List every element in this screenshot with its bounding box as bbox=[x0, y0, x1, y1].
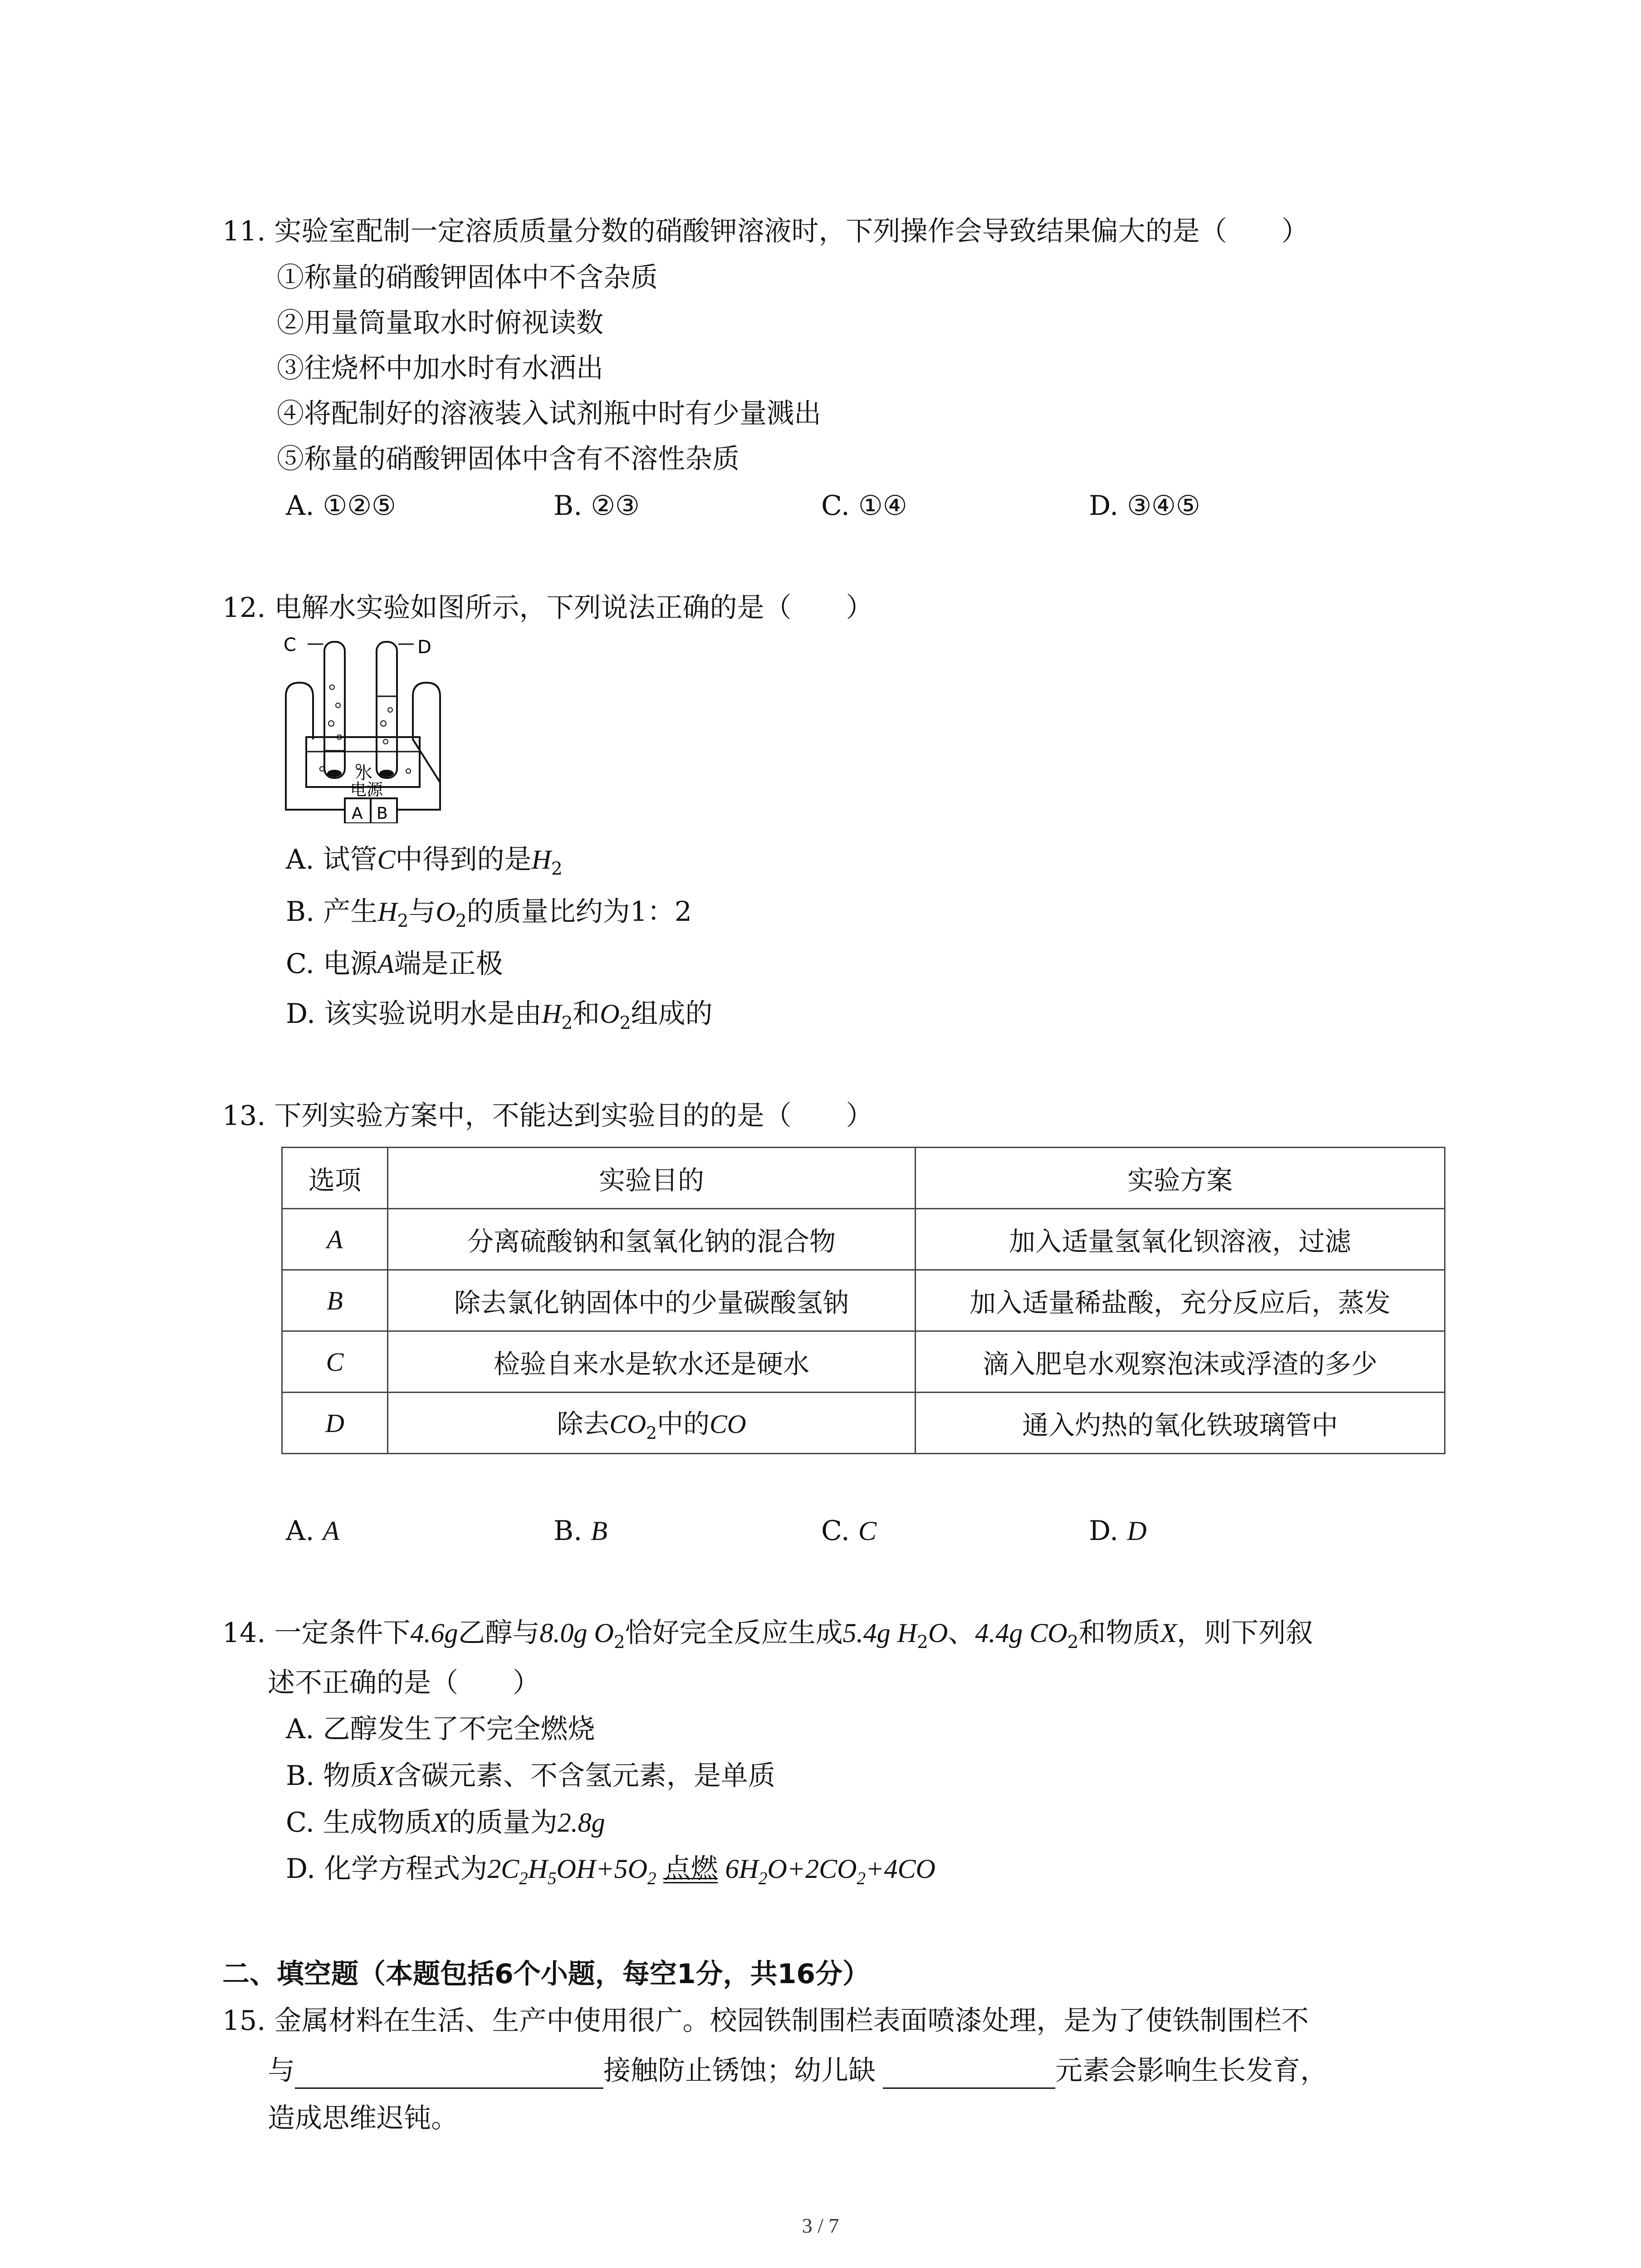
header-option: 选项 bbox=[282, 1148, 388, 1209]
q13-option-d: D. D bbox=[1089, 1515, 1147, 1547]
q13-option-a: A. A bbox=[286, 1515, 340, 1547]
q11-stem: 11. 实验室配制一定溶质质量分数的硝酸钾溶液时，下列操作会导致结果偏大的是（ ） bbox=[222, 215, 1309, 247]
q14-stem-line1: 14. 一定条件下4.6g乙醇与8.0g $O_2$恰好完全反应生成5.4g $H_2O$、4.4g $CO_2$和物质X，则下列叙 bbox=[222, 1617, 1313, 1653]
q14-option-d: D. 化学方程式为$2C_2H_5OH+5O_2$ 点燃 $6H_2O+2CO_2+4CO$ bbox=[286, 1851, 936, 1897]
page-number: 3 / 7 bbox=[802, 2214, 839, 2237]
section-heading: 二、填空题（本题包括6个小题，每空1分，共16分） bbox=[222, 1958, 870, 1990]
electrolysis-apparatus-figure bbox=[281, 633, 445, 823]
q11-option-d: D. ③④⑤ bbox=[1089, 490, 1200, 522]
label-c: C bbox=[284, 635, 296, 655]
q13-option-c: C. C bbox=[821, 1515, 877, 1547]
q11-option-b: B. ②③ bbox=[554, 490, 640, 522]
table-row bbox=[282, 1393, 1445, 1454]
q15-line2: 与 接触防止锈蚀；幼儿缺 元素会影响生长发育， bbox=[268, 2053, 1327, 2089]
q11-option-c: C. ①④ bbox=[821, 490, 907, 522]
q13-stem: 13. 下列实验方案中，不能达到实验目的的是（ ） bbox=[222, 1100, 873, 1132]
q11-item-3: ③往烧杯中加水时有水洒出 bbox=[277, 352, 603, 384]
header-plan: 实验方案 bbox=[916, 1148, 1445, 1209]
q15-line1: 15. 金属材料在生活、生产中使用很广。校园铁制围栏表面喷漆处理，是为了使铁制围栏不 bbox=[222, 2005, 1309, 2037]
q11-item-1: ①称量的硝酸钾固体中不含杂质 bbox=[277, 262, 658, 293]
row-purpose: 除去氯化钠固体中的少量碳酸氢钠 bbox=[388, 1270, 916, 1331]
row-purpose: 检验自来水是软水还是硬水 bbox=[388, 1331, 916, 1393]
row-plan: 通入灼热的氧化铁玻璃管中 bbox=[916, 1393, 1445, 1454]
label-water: 水 bbox=[355, 763, 373, 783]
label-power: 电源 bbox=[350, 781, 383, 799]
table-header-row bbox=[282, 1148, 1445, 1209]
q14-option-b: B. 物质X含碳元素、不含氢元素，是单质 bbox=[286, 1760, 775, 1792]
row-plan: 加入适量稀盐酸，充分反应后，蒸发 bbox=[916, 1270, 1445, 1331]
q12-stem: 12. 电解水实验如图所示，下列说法正确的是（ ） bbox=[222, 592, 873, 624]
table-row bbox=[282, 1270, 1445, 1331]
q12-option-c: C. 电源A端是正极 bbox=[286, 948, 503, 980]
q15-line3: 造成思维迟钝。 bbox=[268, 2102, 458, 2134]
answer-blank[interactable] bbox=[883, 2060, 1055, 2089]
label-pole-a: A bbox=[352, 804, 363, 823]
answer-blank[interactable] bbox=[295, 2060, 603, 2089]
table-row bbox=[282, 1209, 1445, 1270]
label-pole-b: B bbox=[377, 804, 388, 823]
q14-stem-line2: 述不正确的是（ ） bbox=[268, 1667, 540, 1699]
row-option: A bbox=[282, 1209, 388, 1270]
q11-item-2: ②用量筒量取水时俯视读数 bbox=[277, 307, 603, 339]
row-purpose: 分离硫酸钠和氢氧化钠的混合物 bbox=[388, 1209, 916, 1270]
q11-item-5: ⑤称量的硝酸钾固体中含有不溶性杂质 bbox=[277, 443, 740, 475]
row-option: B bbox=[282, 1270, 388, 1331]
reaction-condition: 点燃 bbox=[663, 1853, 718, 1885]
q14-option-c: C. 生成物质X的质量为2.8g bbox=[286, 1807, 605, 1838]
q11-option-a: A. ①②⑤ bbox=[286, 490, 396, 522]
row-purpose: 除去$CO_2$中的CO bbox=[388, 1393, 916, 1454]
q12-option-b: B. 产生$H_2$与$O_2$的质量比约为1：2 bbox=[286, 896, 692, 932]
label-d: D bbox=[417, 637, 431, 658]
table-row bbox=[282, 1331, 1445, 1393]
row-plan: 加入适量氢氧化钡溶液，过滤 bbox=[916, 1209, 1445, 1270]
row-option: C bbox=[282, 1331, 388, 1393]
q12-option-a: A. 试管C中得到的是$H_2$ bbox=[286, 844, 563, 880]
row-option: D bbox=[282, 1393, 388, 1454]
q11-item-4: ④将配制好的溶液装入试剂瓶中时有少量溅出 bbox=[277, 398, 821, 430]
q12-option-d: D. 该实验说明水是由$H_2$和$O_2$组成的 bbox=[286, 998, 713, 1034]
q14-option-a: A. 乙醇发生了不完全燃烧 bbox=[286, 1713, 595, 1745]
header-purpose: 实验目的 bbox=[388, 1148, 916, 1209]
q13-option-b: B. B bbox=[554, 1515, 607, 1547]
q13-table bbox=[281, 1147, 1445, 1454]
row-plan: 滴入肥皂水观察泡沫或浮渣的多少 bbox=[916, 1331, 1445, 1393]
